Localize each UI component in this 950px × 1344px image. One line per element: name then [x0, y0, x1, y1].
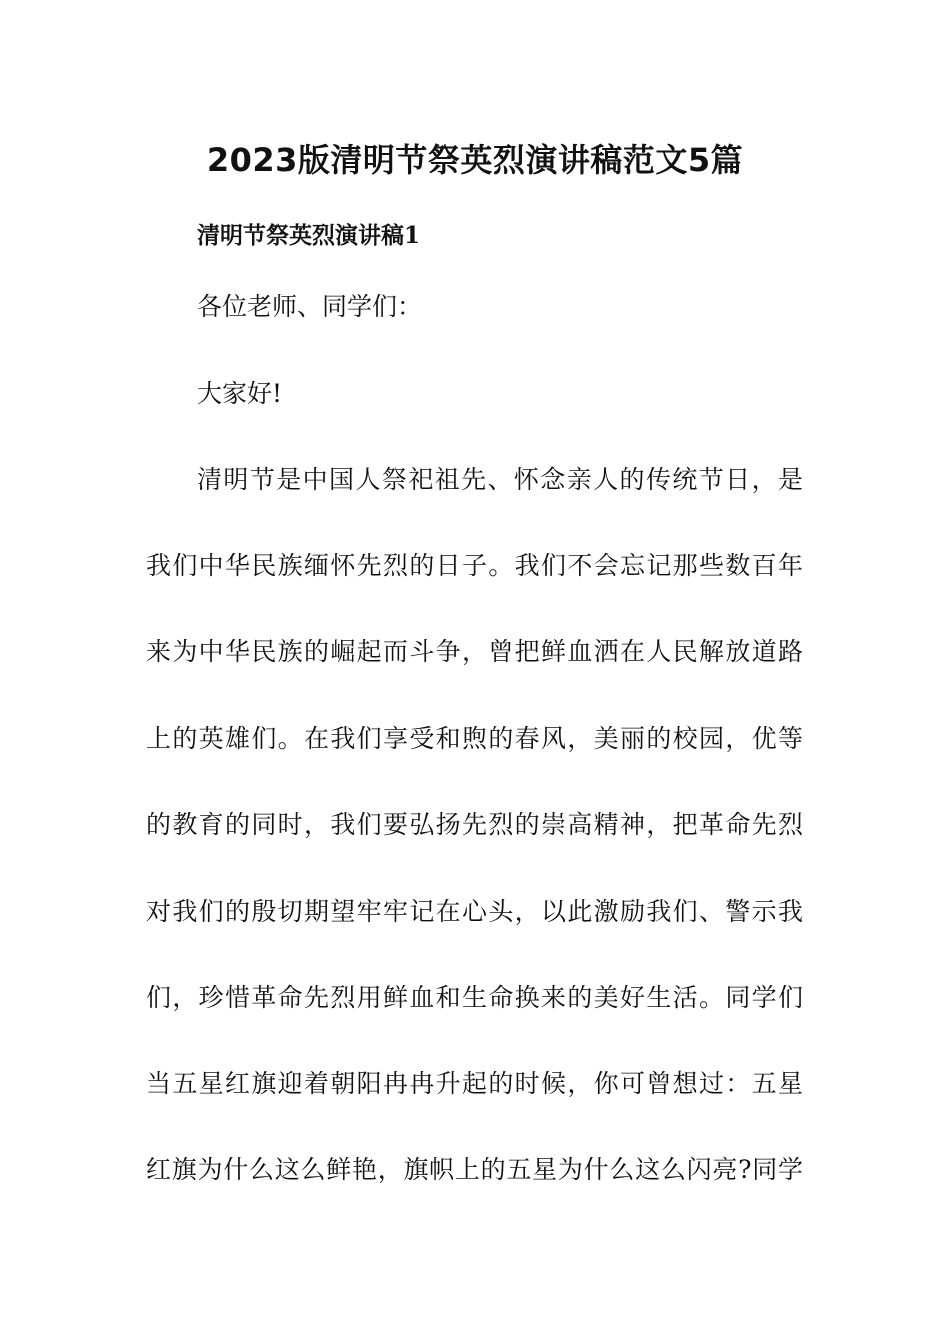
section-heading: 清明节祭英烈演讲稿1	[197, 222, 421, 249]
document-title: 2023版清明节祭英烈演讲稿范文5篇	[206, 141, 744, 179]
salutation: 各位老师、同学们：	[197, 292, 423, 321]
paragraph-line: 对我们的殷切期望牢牢记在心头，以此激励我们、警示我	[146, 897, 803, 926]
paragraph-line: 当五星红旗迎着朝阳冉冉升起的时候，你可曾想过：五星	[146, 1069, 803, 1098]
paragraph-line: 清明节是中国人祭祀祖先、怀念亲人的传统节日，是	[197, 465, 803, 494]
paragraph-line: 我们中华民族缅怀先烈的日子。我们不会忘记那些数百年	[146, 551, 803, 580]
paragraph-line: 们，珍惜革命先烈用鲜血和生命换来的美好生活。同学们	[146, 983, 803, 1012]
paragraph-line: 的教育的同时，我们要弘扬先烈的崇高精神，把革命先烈	[146, 810, 803, 839]
paragraph-line: 上的英雄们。在我们享受和煦的春风，美丽的校园，优等	[146, 724, 803, 753]
paragraph-line: 红旗为什么这么鲜艳，旗帜上的五星为什么这么闪亮?同学	[146, 1155, 803, 1184]
paragraph-line: 来为中华民族的崛起而斗争，曾把鲜血洒在人民解放道路	[146, 637, 803, 666]
greeting: 大家好!	[197, 379, 283, 408]
